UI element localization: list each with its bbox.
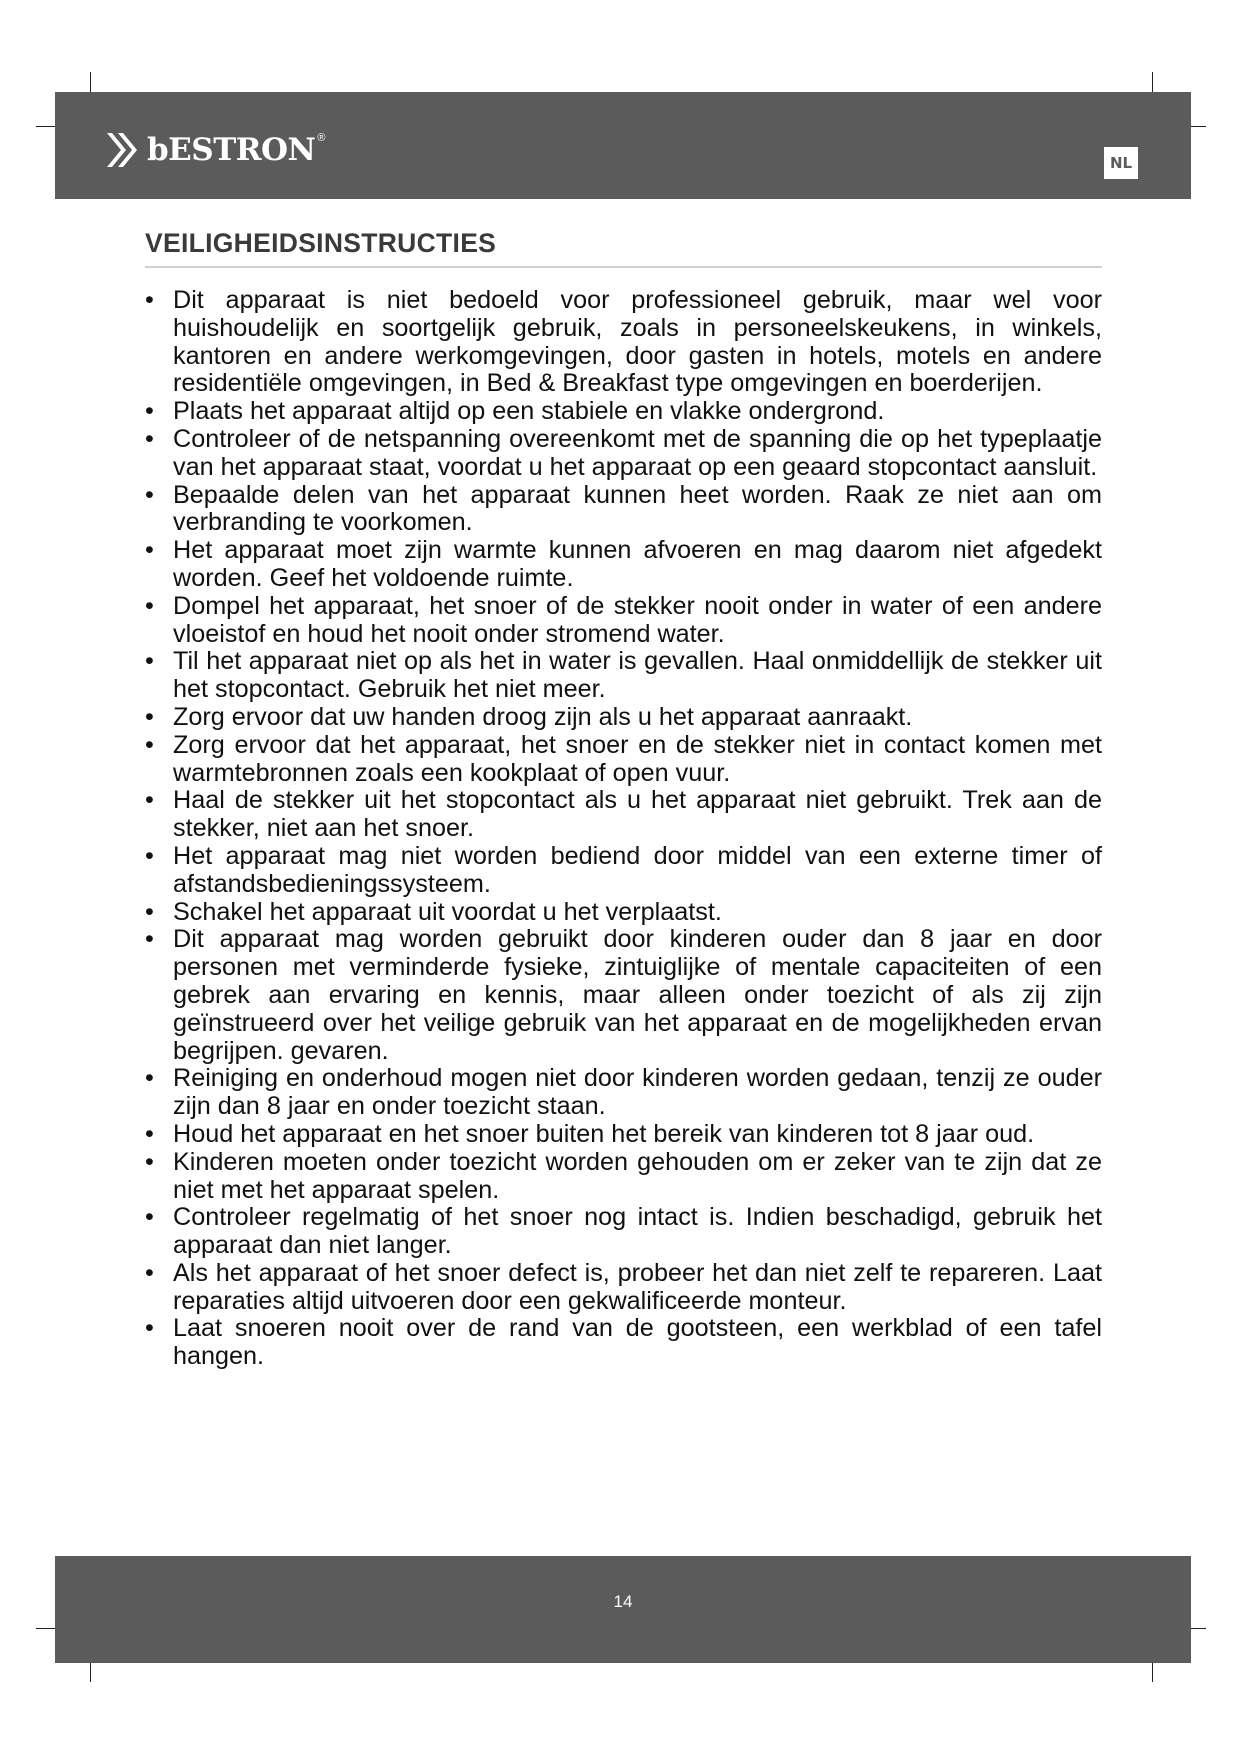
instruction-text: Laat snoeren nooit over de rand van de gootsteen, een werkblad of een tafel hangen.: [173, 1314, 1102, 1371]
instruction-text: Het apparaat moet zijn warmte kunnen afvoeren en mag daarom niet afgedekt worden. Geef het voldoende ruimte.: [173, 536, 1102, 592]
instruction-item: [145, 732, 1102, 788]
instruction-item: [145, 593, 1102, 649]
instruction-item: [145, 426, 1102, 482]
instruction-text: Controleer regelmatig of het snoer nog intact is. Indien beschadigd, gebruik het apparaat dan niet langer.: [173, 1203, 1102, 1260]
bullet-icon: •: [145, 702, 154, 731]
instruction-text: Dit apparaat is niet bedoeld voor professioneel gebruik, maar wel voor huishoudelijk en soortgelijk gebruik, zoals in personeelskeukens, in winkels, kantoren en andere werkomgevingen, door gasten in hotels, motels en andere residentiële omgevingen, in Bed & Breakfast type omgevingen en boerderijen.: [173, 286, 1102, 398]
instruction-text: Houd het apparaat en het snoer buiten het bereik van kinderen tot 8 jaar oud.: [173, 1119, 1035, 1148]
instruction-item: [145, 1260, 1102, 1316]
instruction-text: Controleer of de netspanning overeenkomt met de spanning die op het typeplaatje van het apparaat staat, voordat u het apparaat op een geaard stopcontact aansluit.: [173, 424, 1102, 481]
instruction-text: Plaats het apparaat altijd op een stabiele en vlakke ondergrond.: [173, 397, 885, 426]
section-title: VEILIGHEIDSINSTRUCTIES: [145, 228, 497, 258]
instruction-item: [145, 1121, 1102, 1149]
instruction-item: [145, 537, 1102, 593]
bullet-icon: •: [145, 424, 154, 453]
instruction-item: [145, 287, 1102, 398]
bullet-icon: •: [145, 1064, 154, 1093]
bullet-icon: •: [145, 286, 154, 314]
bullet-icon: •: [145, 480, 154, 509]
bullet-icon: •: [145, 1314, 154, 1343]
instruction-text: Schakel het apparaat uit voordat u het verplaatst.: [173, 897, 722, 926]
language-badge: NL: [1104, 147, 1138, 179]
instruction-item: [145, 843, 1102, 899]
instruction-item: [145, 482, 1102, 538]
bullet-icon: •: [145, 841, 154, 870]
bullet-icon: •: [145, 591, 154, 620]
instruction-item: [145, 926, 1102, 1065]
instruction-text: Zorg ervoor dat uw handen droog zijn als u het apparaat aanraakt.: [173, 702, 913, 731]
bullet-icon: •: [145, 536, 154, 565]
instruction-text: Zorg ervoor dat het apparaat, het snoer en de stekker niet in contact komen met warmtebronnen zoals een kookplaat of open vuur.: [173, 730, 1102, 787]
brand-name: bESTRON: [147, 131, 316, 168]
bullet-icon: •: [145, 1147, 154, 1176]
instruction-item: [145, 787, 1102, 843]
bullet-icon: •: [145, 925, 154, 954]
chevron-logo-icon: [107, 133, 143, 167]
instruction-text: Als het apparaat of het snoer defect is, probeer het dan niet zelf te repareren. Laat reparaties altijd uitvoeren door een gekwalificeerde monteur.: [173, 1258, 1102, 1315]
bullet-icon: •: [145, 1258, 154, 1287]
instruction-text: Haal de stekker uit het stopcontact als u het apparaat niet gebruikt. Trek aan de stekker, niet aan het snoer.: [173, 786, 1102, 843]
instruction-text: Reiniging en onderhoud mogen niet door kinderen worden gedaan, tenzij ze ouder zijn dan 8 jaar en onder toezicht staan.: [173, 1064, 1102, 1121]
bullet-icon: •: [145, 1119, 154, 1148]
instruction-text: Dit apparaat mag worden gebruikt door kinderen ouder dan 8 jaar en door personen met verminderde fysieke, zintuiglijke of mentale capaciteiten of een gebrek aan ervaring en kennis, maar alleen onder toezicht of als zij zijn geïnstrueerd over het veilige gebruik van het apparaat en de mogelijkheden ervan begrijpen. gevaren.: [173, 925, 1102, 1065]
instruction-text: Kinderen moeten onder toezicht worden gehouden om er zeker van te zijn dat ze niet met het apparaat spelen.: [173, 1147, 1102, 1204]
instruction-item: [145, 1204, 1102, 1260]
brand-logo: [107, 130, 325, 170]
bullet-icon: •: [145, 897, 154, 926]
bullet-icon: •: [145, 1203, 154, 1232]
instruction-text: Til het apparaat niet op als het in water is gevallen. Haal onmiddellijk de stekker uit het stopcontact. Gebruik het niet meer.: [173, 647, 1102, 704]
registered-mark: ®: [317, 132, 326, 144]
footer-bar: [55, 1556, 1191, 1663]
instruction-item: [145, 899, 1102, 927]
safety-instruction-list: [145, 287, 1102, 1371]
bullet-icon: •: [145, 397, 154, 426]
bullet-icon: •: [145, 730, 154, 759]
instruction-item: [145, 398, 1102, 426]
instruction-text: Het apparaat mag niet worden bediend door middel van een externe timer of afstandsbedieningssysteem.: [173, 841, 1102, 898]
header-bar: [55, 92, 1191, 199]
instruction-item: [145, 648, 1102, 704]
title-divider: [145, 266, 1102, 268]
instruction-item: [145, 1315, 1102, 1371]
instruction-text: Dompel het apparaat, het snoer of de stekker nooit onder in water of een andere vloeistof en houd het nooit onder stromend water.: [173, 591, 1102, 648]
page-number: 14: [613, 1592, 633, 1611]
instruction-item: [145, 704, 1102, 732]
bullet-icon: •: [145, 647, 154, 676]
instruction-text: Bepaalde delen van het apparaat kunnen heet worden. Raak ze niet aan om verbranding te voorkomen.: [173, 480, 1102, 537]
bullet-icon: •: [145, 786, 154, 815]
instruction-item: [145, 1149, 1102, 1205]
instruction-item: [145, 1065, 1102, 1121]
